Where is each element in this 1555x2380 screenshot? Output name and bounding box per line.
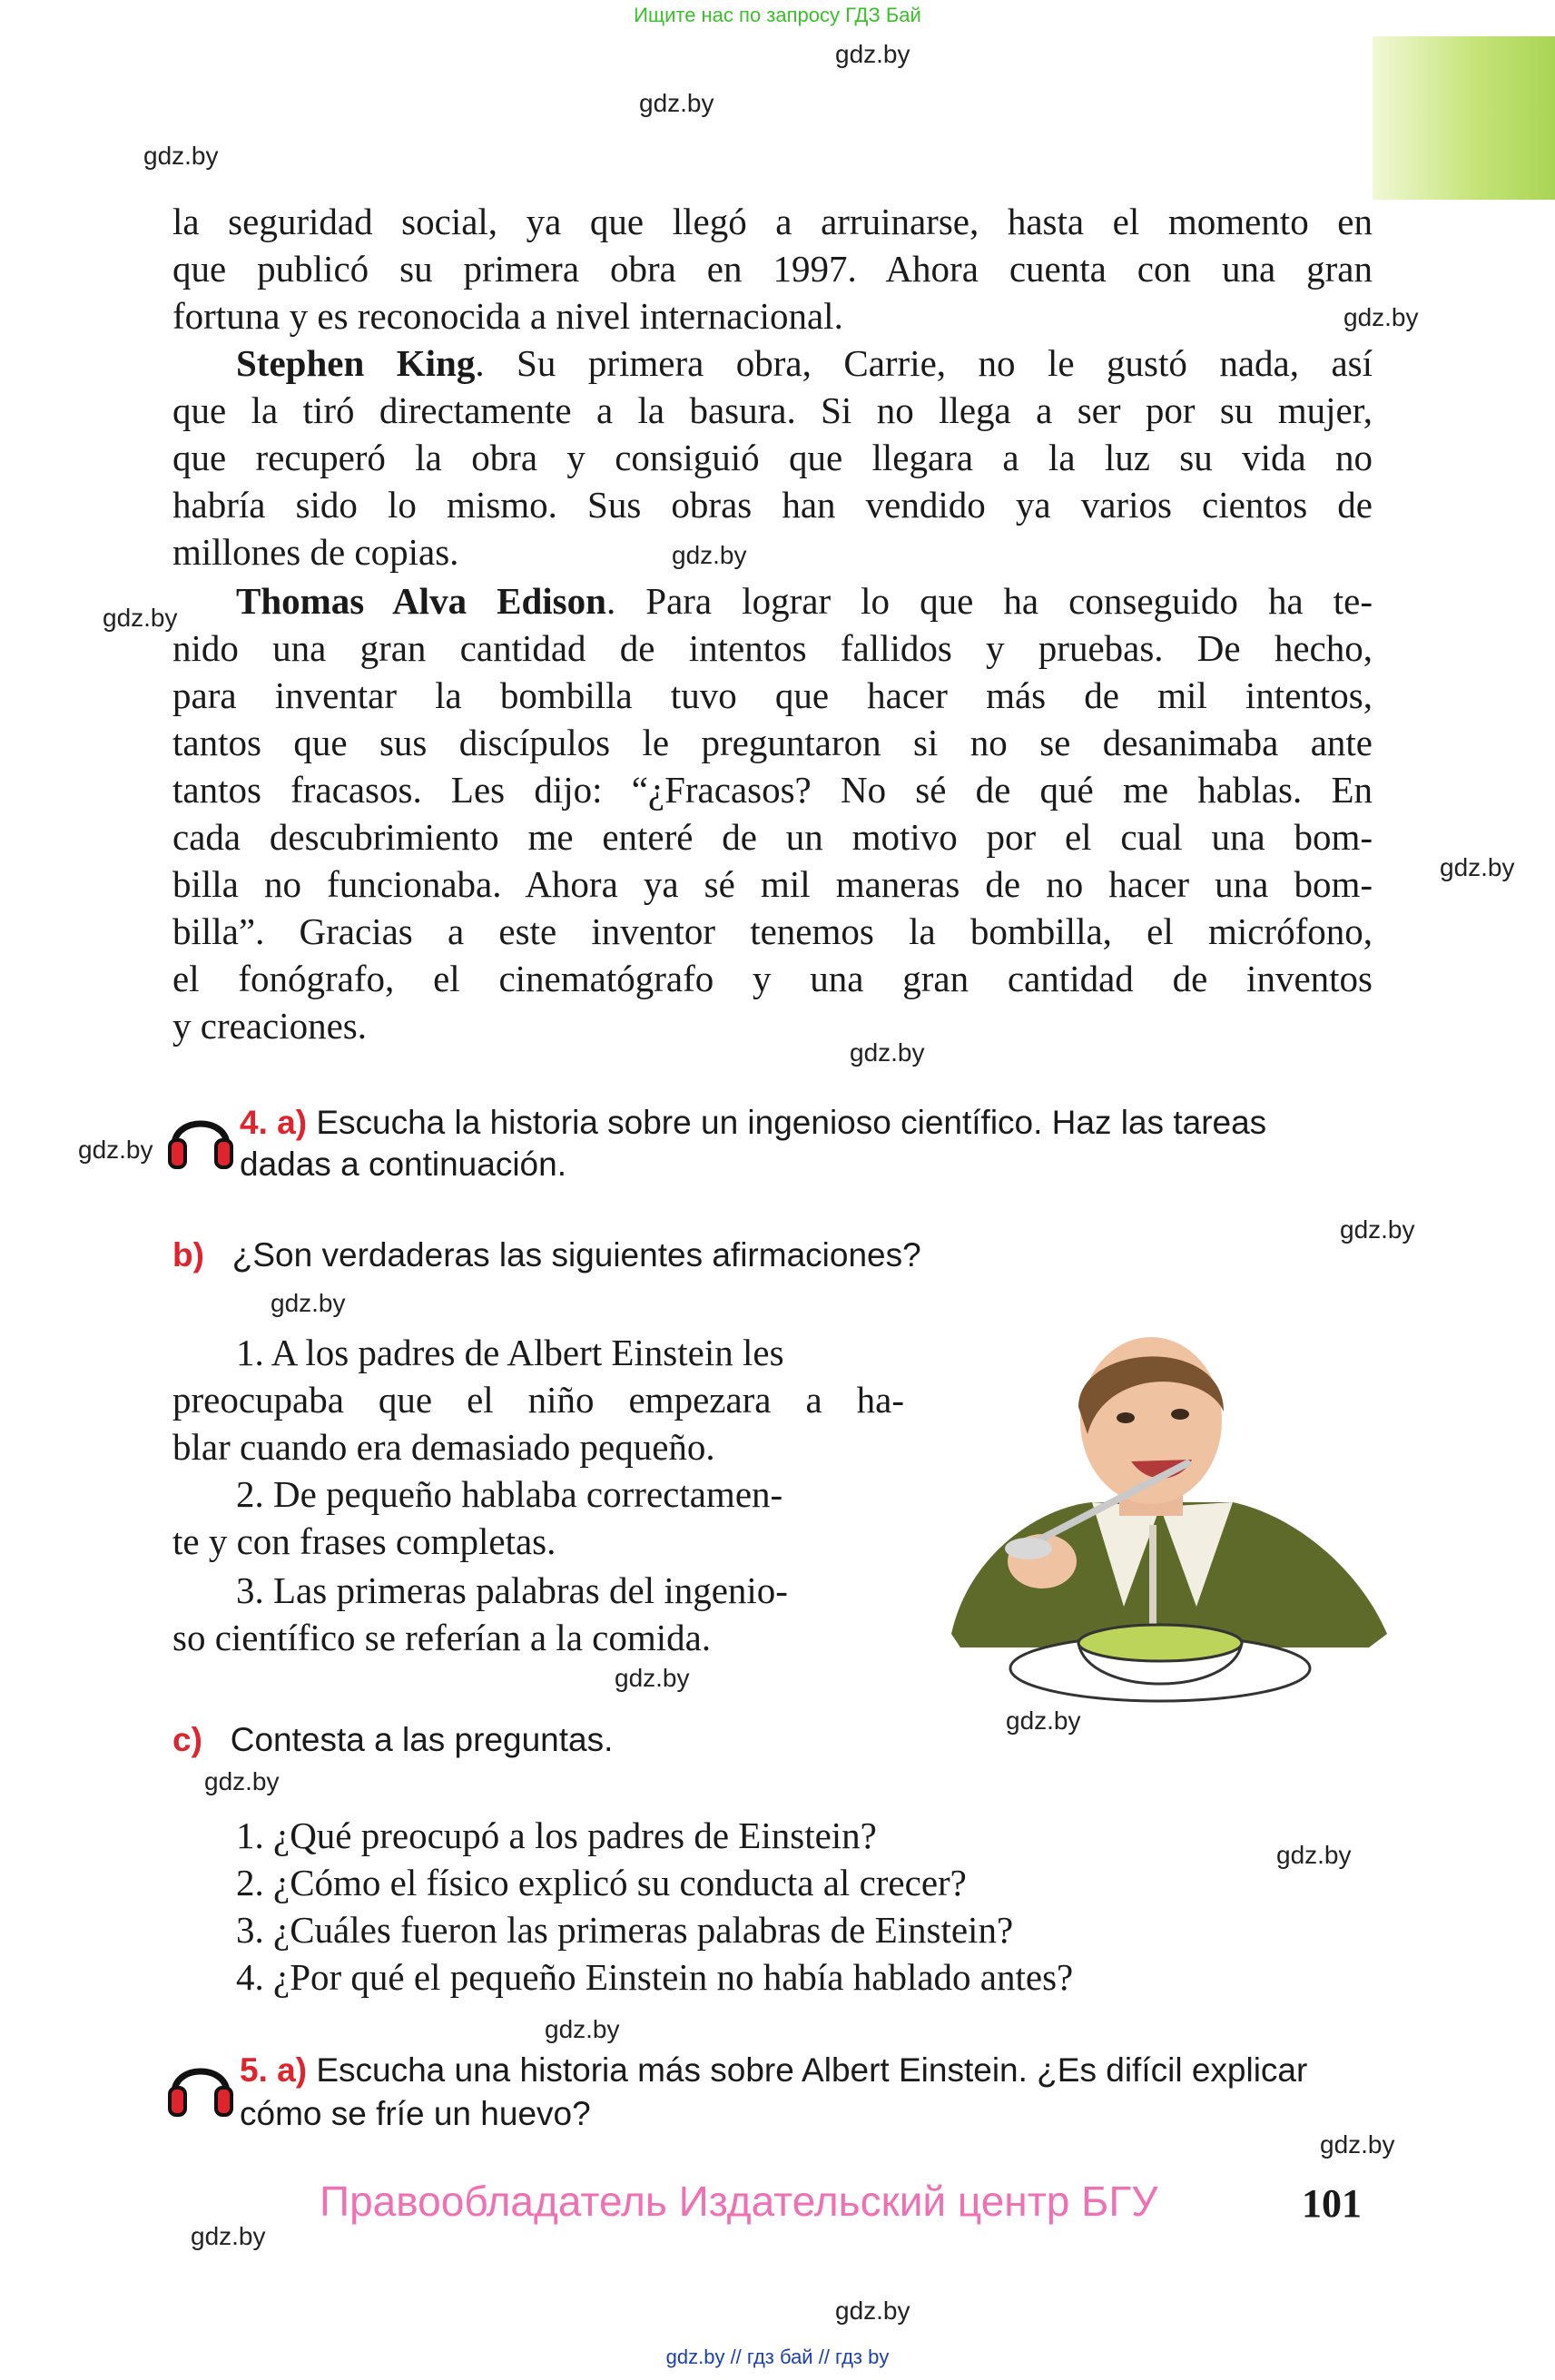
text-line: tantos fracasos. Les dijo: “¿Fracasos? No sé de qué me hablas. En bbox=[172, 769, 1373, 811]
watermark: gdz.by bbox=[1440, 853, 1515, 881]
headphones-icon[interactable] bbox=[165, 1106, 236, 1171]
text-line: la seguridad social, ya que llegó a arruinarse, hasta el momento en bbox=[172, 201, 1373, 242]
watermark: gdz.by bbox=[615, 1664, 690, 1692]
text-line: y creaciones. bbox=[172, 1005, 367, 1047]
text-line: billa”. Gracias a este inventor tenemos la bombilla, el micrófono, bbox=[172, 910, 1373, 952]
watermark: gdz.by bbox=[204, 1767, 280, 1795]
statement-line: 1. A los padres de Albert Einstein les bbox=[236, 1332, 784, 1373]
person-name: Thomas Alva Edison bbox=[236, 580, 606, 622]
watermark: gdz.by bbox=[850, 1038, 925, 1067]
page-number: 101 bbox=[1302, 2181, 1362, 2226]
statement-line: blar cuando era demasiado pequeño. bbox=[172, 1426, 715, 1468]
question-line: 4. ¿Por qué el pequeño Einstein no había hablado antes? bbox=[236, 1956, 1074, 1998]
text-line: nido una gran cantidad de intentos fallidos y pruebas. De hecho, bbox=[172, 627, 1373, 669]
text-line: que la tiró directamente a la basura. Si no llega a ser por su mujer, bbox=[172, 389, 1373, 431]
statement-line: te y con frases completas. bbox=[172, 1520, 556, 1562]
einstein-child-illustration bbox=[933, 1334, 1396, 1706]
text-line: el fonógrafo, el cinematógrafo y una gran cantidad de inventos bbox=[172, 958, 1373, 999]
watermark: gdz.by bbox=[639, 89, 714, 117]
watermark: gdz.by bbox=[271, 1289, 346, 1317]
text-line: para inventar la bombilla tuvo que hacer más de mil intentos, bbox=[172, 674, 1373, 716]
statement-line: preocupaba que el niño empezara a ha- bbox=[172, 1379, 904, 1421]
text-line: fortuna y es reconocida a nivel internacional. bbox=[172, 295, 843, 337]
text-line: que recuperó la obra y consiguió que llegara a la luz su vida no bbox=[172, 437, 1373, 478]
text-line: cada descubrimiento me enteré de un motivo por el cual una bom- bbox=[172, 816, 1373, 858]
person-name: Stephen King bbox=[236, 342, 476, 384]
task-5-line: cómo se fríe un huevo? bbox=[240, 2095, 591, 2132]
question-line: 3. ¿Cuáles fueron las primeras palabras de Einstein? bbox=[236, 1909, 1014, 1951]
watermark: gdz.by bbox=[1006, 1706, 1081, 1735]
text-line: billa no funcionaba. Ahora ya sé mil maneras de no hacer una bom- bbox=[172, 863, 1373, 905]
watermark: gdz.by bbox=[835, 2296, 910, 2325]
watermark: gdz.by bbox=[1343, 303, 1419, 331]
statement-line: 3. Las primeras palabras del ingenio- bbox=[236, 1569, 788, 1611]
text-line: tantos que sus discípulos le preguntaron si no se desanimaba ante bbox=[172, 722, 1373, 763]
watermark: gdz.by bbox=[191, 2222, 266, 2250]
statement-line: 2. De pequeño hablaba correctamen- bbox=[236, 1473, 783, 1515]
text-line: Thomas Alva Edison. Para lograr lo que ha conseguido ha te- bbox=[236, 580, 1373, 622]
top-banner[interactable]: Ищите нас по запросу ГДЗ Бай bbox=[634, 4, 921, 26]
bottom-links[interactable]: gdz.by // гдз бай // гдз by bbox=[665, 2346, 890, 2368]
task-5-line: 5. a) Escucha una historia más sobre Albert Einstein. ¿Es difícil explicar bbox=[240, 2051, 1308, 2089]
text-line: que publicó su primera obra en 1997. Ahora cuenta con una gran bbox=[172, 248, 1373, 290]
watermark: gdz.by bbox=[103, 604, 178, 632]
corner-tab bbox=[1373, 36, 1555, 200]
watermark: gdz.by bbox=[672, 541, 747, 569]
subtask-label: c) bbox=[172, 1721, 202, 1758]
subtask-label: b) bbox=[172, 1236, 204, 1274]
watermark: gdz.by bbox=[1340, 1215, 1415, 1244]
watermark: gdz.by bbox=[1276, 1841, 1352, 1869]
copyright-footer: Правообладатель Издательский центр БГУ bbox=[320, 2178, 1158, 2225]
task-number: 4. a) bbox=[240, 1104, 308, 1141]
text-line: habría sido lo mismo. Sus obras han vendido ya varios cientos de bbox=[172, 484, 1373, 526]
text-line: millones de copias. bbox=[172, 531, 459, 573]
task-4c-line: c) Contesta a las preguntas. bbox=[172, 1721, 614, 1758]
watermark: gdz.by bbox=[1320, 2130, 1395, 2159]
watermark: gdz.by bbox=[143, 142, 219, 170]
headphones-icon[interactable] bbox=[165, 2053, 236, 2119]
task-4-line: 4. a) Escucha la historia sobre un ingenioso científico. Haz las tareas bbox=[240, 1104, 1267, 1141]
task-number: 5. a) bbox=[240, 2051, 308, 2089]
watermark: gdz.by bbox=[78, 1136, 153, 1164]
task-4b: b) ¿Son verdaderas las siguientes afirmaciones? bbox=[172, 1236, 921, 1274]
text-line: Stephen King. Su primera obra, Carrie, no le gustó nada, así bbox=[236, 342, 1373, 384]
statement-line: so científico se referían a la comida. bbox=[172, 1617, 712, 1658]
question-line: 1. ¿Qué preocupó a los padres de Einstein? bbox=[236, 1815, 877, 1856]
watermark: gdz.by bbox=[835, 40, 910, 68]
question-line: 2. ¿Cómo el físico explicó su conducta al crecer? bbox=[236, 1862, 967, 1903]
task-4-line: dadas a continuación. bbox=[240, 1146, 566, 1183]
watermark: gdz.by bbox=[545, 2015, 620, 2043]
